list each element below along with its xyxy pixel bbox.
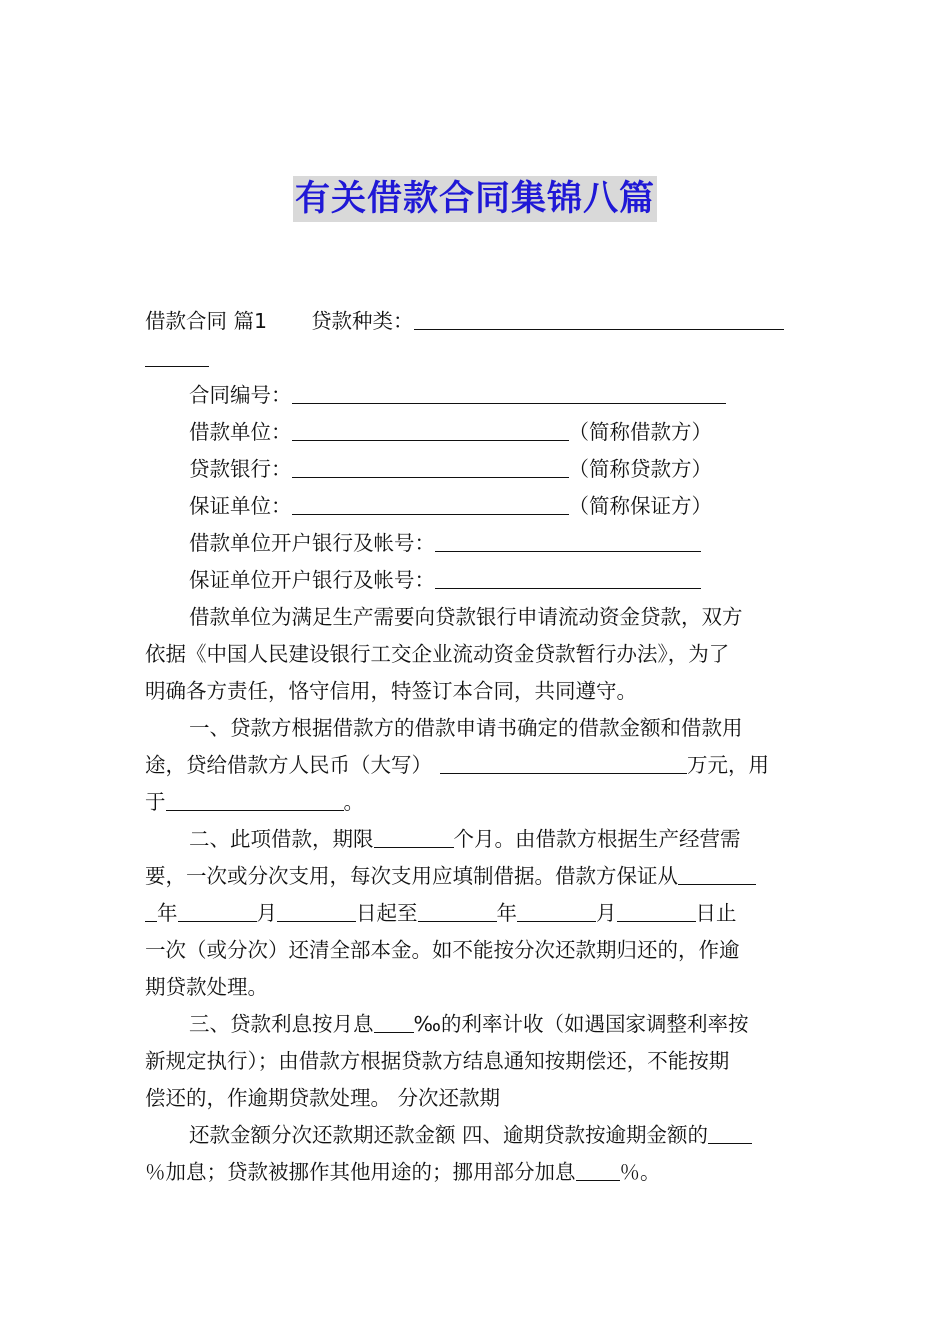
- clause2-line-2: 要，一次或分次支用，每次支用应填制借据。借款方保证从: [145, 858, 809, 895]
- purpose-blank: [166, 788, 344, 811]
- end-year-blank: [418, 899, 497, 922]
- clause4-line-2: ％加息；贷款被挪作其他用途的；挪用部分加息 ％。: [145, 1160, 661, 1184]
- amount-blank: [440, 751, 687, 774]
- guarantor-label: 保证单位：: [189, 494, 292, 518]
- rate-blank: [374, 1010, 414, 1033]
- clause3-line-1: 三、贷款利息按月息 ‰的利率计收（如遇国家调整利率按: [189, 1012, 749, 1036]
- lender-line: [145, 451, 809, 488]
- clause4-line-1: 还款金额分次还款期还款金额 四、逾期贷款按逾期金额的: [145, 1117, 809, 1154]
- clause3-line-2: 新规定执行）；由借款方根据贷款方结息通知按期偿还，不能按期: [145, 1049, 730, 1073]
- guarantor-note: （简称保证方）: [568, 494, 712, 518]
- start-year-blank: [678, 862, 756, 885]
- clause2-line-5: 期贷款处理。: [145, 975, 268, 999]
- clause3-line-3: 偿还的，作逾期贷款处理。 分次还款期: [145, 1086, 501, 1110]
- overdue-rate-blank: [708, 1121, 752, 1144]
- end-day-blank: [617, 899, 696, 922]
- intro-line-2: 依据《中国人民建设银行工交企业流动资金贷款暂行办法》，为了: [145, 642, 730, 666]
- misuse-rate-blank: [576, 1158, 620, 1181]
- guarantor-line: [145, 488, 809, 525]
- clause1-line-1: 一、贷款方根据借款方的借款申请书确定的借款金额和借款用: [189, 716, 743, 740]
- section-label: 借款合同 篇1: [145, 309, 268, 333]
- document-title: 有关借款合同集锦八篇: [293, 176, 657, 222]
- guarantor-blank: [292, 492, 569, 515]
- clause2-line-1: 二、此项借款，期限 个月。由借款方根据生产经营需: [189, 827, 741, 851]
- clause1-line-3: 于 。: [145, 790, 364, 814]
- guarantor-account-blank: [435, 566, 701, 589]
- lender-label: 贷款银行：: [189, 457, 292, 481]
- borrower-blank: [292, 418, 569, 441]
- contract-no-line: [145, 377, 809, 414]
- guarantor-account-label: 保证单位开户银行及帐号：: [189, 568, 435, 592]
- loan-type-label: 贷款种类：: [311, 309, 414, 333]
- clause1-line-2: 途，贷给借款方人民币（大写） 万元，用: [145, 753, 769, 777]
- end-month-blank: [517, 899, 596, 922]
- start-day-blank: [277, 899, 356, 922]
- intro-line-3: 明确各方责任，恪守信用，特签订本合同，共同遵守。: [145, 679, 637, 703]
- contract-no-label: 合同编号：: [189, 383, 292, 407]
- borrower-account-line: [145, 525, 809, 562]
- clause2-line-3: 年 月 日起至 年 月 日止: [145, 895, 809, 932]
- borrower-account-label: 借款单位开户银行及帐号：: [189, 531, 435, 555]
- header-line: [145, 303, 809, 340]
- borrower-note: （简称借款方）: [568, 420, 712, 444]
- loan-type-blank: [414, 307, 784, 330]
- borrower-label: 借款单位：: [189, 420, 292, 444]
- contract-no-blank: [292, 381, 726, 404]
- document-body: [145, 303, 809, 1191]
- start-month-blank: [178, 899, 257, 922]
- borrower-account-blank: [435, 529, 701, 552]
- loan-type-blank-cont: [145, 344, 209, 367]
- clause2-line-4: 一次（或分次）还清全部本金。如不能按分次还款期归还的，作逾: [145, 938, 740, 962]
- guarantor-account-line: [145, 562, 809, 599]
- lender-note: （简称贷款方）: [568, 457, 712, 481]
- borrower-line: [145, 414, 809, 451]
- lender-blank: [292, 455, 569, 478]
- intro-line-1: 借款单位为满足生产需要向贷款银行申请流动资金贷款，双方: [189, 605, 743, 629]
- term-blank: [374, 825, 454, 848]
